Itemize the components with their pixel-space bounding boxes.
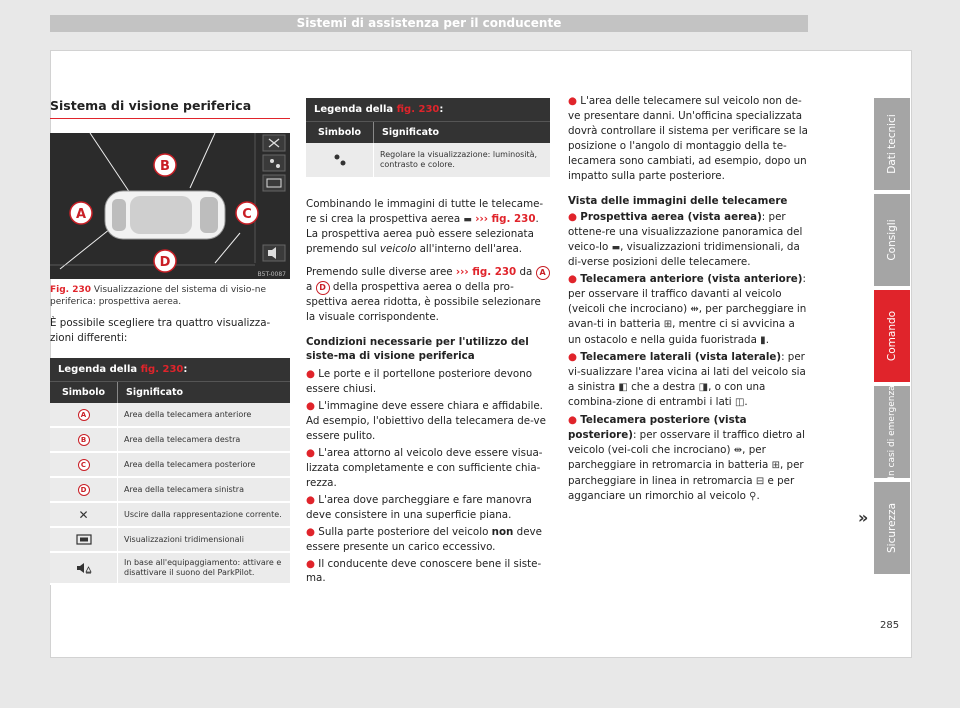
fig-ref: ››› fig. 230 [455,265,517,278]
text: Combinando le immagini di tutte le telecame-re si crea la prospettiva aerea [306,198,544,225]
bullet-item: ● L'area attorno al veicolo deve essere visua-lizzata completamente e con sufficiente chia-rezza. [306,447,543,489]
text: della prospettiva aerea o della pro-spettiva aerea ridotta, è possibile selezionare la visuale corrispondente. [306,280,541,323]
col-meaning-header: Significato [126,387,184,399]
bullet-text: Sulla parte posteriore del veicolo [318,525,492,538]
bullet-text: Il conducente deve conoscere bene il siste-ma. [306,557,542,585]
fig-label-c: C [242,207,252,222]
trailer-icon: ⚲ [749,491,757,503]
bullet-text: . [756,490,760,503]
figure-caption [50,285,290,308]
page-number: 285 [880,620,900,631]
bullet-text: L'area delle telecamere sul veicolo non de-ve presentare danni. Un'officina specializzata dovrà controllare il sistema per verificare se la posizione o l'angolo di montaggio della te-lecamera sono cambiati, ad esempio, dopo un impatto sulla parte posteriore. [568,95,808,182]
text: a [306,280,316,293]
table-row [306,143,550,179]
legend-title [50,358,290,381]
row-meaning: Area della telecamera anteriore [124,409,252,419]
row-meaning: Regolare la visualizzazione: luminosità, contrasto e colore. [380,149,538,169]
side-tabs [874,98,910,578]
bullet-text: : per osservare il traffico dietro al veicolo (vei-coli che incrociano) [568,428,805,456]
bullet-text: , o con una combina-zione di entrambi i lati [568,380,766,409]
tab-label: Comando [886,310,898,362]
fig-label-d: D [159,255,171,270]
bullet-text: : per ottene-re una visualizzazione panoramica del veico-lo [568,210,803,253]
table-row [50,503,290,528]
cross-traffic-front-icon: ⇹ [690,303,699,315]
bullet-text: L'immagine deve essere chiara e affidabile. Ad esempio, l'obiettivo della telecamera de-ve essere pulito. [306,400,546,443]
bullet-text: , per parcheggiare in avan-ti in batteria [568,302,807,331]
text: all'interno dell'area. [416,242,523,255]
page-header: Sistemi di assistenza per il conducente [50,15,808,32]
bold-text: Telecamere laterali (vista laterale) [580,351,782,364]
paragraph-areas [306,265,550,325]
figure-code: B5T-0087 [257,271,286,278]
tab-label: Sicurezza [886,502,898,554]
left-side-icon: ◧ [618,381,628,393]
table-row [50,453,290,478]
parallel-parking-icon: ⊟ [755,475,765,487]
bullet-item: ● Il conducente deve conoscere bene il siste-ma. [306,557,542,585]
label-b [154,154,176,176]
bullet-item: ● Telecamere laterali (vista laterale): per vi-sualizzare l'area vicina ai lati del veicolo sia a sinistra ◧ che a destra ◨, o con una combina-zione di entrambi i lati ◫. [568,351,806,409]
sound-icon [76,562,92,574]
camera-views-title: Vista delle immagini delle telecamere [568,194,788,207]
bullet-text: L'area attorno al veicolo deve essere visua-lizzata completamente e con sufficiente chia-rezza. [306,447,543,489]
text: Premendo sulle diverse aree [306,265,456,278]
badge-a: A [536,266,550,280]
bullet-item: ● L'area dove parcheggiare e fare manovra deve consistere in una superficie piana. [306,493,532,521]
text: . La prospettiva aerea può essere selezionata premendo sul [306,212,539,255]
bold-text: Telecamera posteriore (vista posteriore) [568,413,747,441]
bay-parking-rear-icon: ⊞ [771,460,781,472]
legend-title-text: Legenda della [314,104,397,115]
tab-sicurezza[interactable] [874,482,910,574]
badge-b: B [78,434,90,446]
table-row [50,478,290,503]
text: da [516,265,536,278]
bullet-text: che a destra [627,380,699,393]
tab-emergenza[interactable] [874,386,910,478]
row-meaning: Area della telecamera destra [124,434,241,444]
legend-ref: fig. 230 [396,104,440,115]
caption-ref: Fig. 230 [50,285,92,295]
legend-header-row [306,121,550,143]
offroad-icon: ▮ [760,334,766,346]
label-d [154,250,176,272]
brightness-icon [263,155,285,171]
column-middle [306,98,550,586]
car-icon: ▬ [463,214,472,225]
bullet-item: ● L'immagine deve essere chiara e affidabile. Ad esempio, l'obiettivo della telecamera de-ve essere pulito. [306,400,546,443]
legend-table-2 [306,98,550,179]
paragraph-combine [306,197,550,257]
row-meaning: In base all'equipaggiamento: attivare e disattivare il suono del ParkPilot. [124,557,282,578]
section-title: Sistema di visione periferica [50,98,290,119]
bullet-item: ● Prospettiva aerea (vista aerea): per ottene-re una visualizzazione panoramica del veico-lo ▬, visualizzazioni tridimensionali, da di-verse posizioni delle telecamere. [568,210,803,268]
conditions-title: Condizioni necessarie per l'utilizzo del siste-ma di visione periferica [306,335,529,363]
badge-d: D [316,281,330,295]
car-icon: ▬ [611,242,621,253]
bold-text: Prospettiva aerea (vista aerea) [580,210,762,223]
tab-label: In casi di emergenza [887,385,897,479]
bullet-text: e per agganciare un rimorchio al veicolo [568,474,795,503]
legend-title-text: Legenda della [58,364,141,376]
bullet-text: , per parcheggiare in retromarcia in batteria [568,443,772,472]
table-row [50,553,290,585]
bullet-item: ● Telecamera posteriore (vista posteriore): per osservare il traffico dietro al veicolo (vei-coli che incrociano) ⇹, per parcheggiare in retromarcia in batteria ⊞, per parcheggiare in linea in retromarcia ⊟ e per agganciare un rimorchio al veicolo ⚲. [568,413,805,503]
tab-label: Consigli [886,219,898,261]
bullet-text: , per parcheggiare in linea in retromarcia [568,459,804,487]
close-icon [263,135,285,151]
car-top-view [105,191,225,239]
table-row [50,528,290,553]
col-meaning-header: Significato [382,127,440,138]
bay-parking-front-icon: ⊞ [663,319,673,331]
continue-marker: » [858,508,869,527]
caption-text: Visualizzazione del sistema di visio-ne periferica: prospettiva aerea. [50,285,267,307]
legend-colon: : [439,104,444,115]
figure-230 [50,133,290,279]
badge-c: C [78,459,90,471]
bullet-text: : per osservare il traffico davanti al veicolo (veicoli che incrociano) [568,272,806,315]
bullet-item: ● L'area delle telecamere sul veicolo non de-ve presentare danni. Un'officina specializzata dovrà controllare il sistema per verificare se la posizione o l'angolo di montaggio della te-lecamera sono cambiati, ad esempio, dopo un impatto sulla parte posteriore. [568,95,808,182]
bullet-text: , mentre ci si avvicina a un ostacolo e nella guida fuoristrada [568,318,795,346]
column-right [568,94,808,505]
italic-text: veicolo [379,242,417,255]
bullet-item: ● Telecamera anteriore (vista anteriore): per osservare il traffico davanti al veicolo (veicoli che incrociano) ⇹, per parcheggiare in avan-ti in batteria ⊞, mentre ci si avvicina a un ostacolo e nella guida fuoristrada ▮. [568,272,807,346]
fig-label-b: B [160,159,170,174]
column-left [50,98,290,585]
3d-icon [76,534,92,545]
legend-title [306,98,550,121]
right-side-icon: ◨ [698,381,709,393]
close-icon: ✕ [78,507,89,522]
3d-icon [263,175,285,191]
intro-paragraph: È possibile scegliere tra quattro visualizza-zioni differenti: [50,317,271,345]
label-c [236,202,258,224]
bullet-text: . [765,333,769,346]
bullet-text: deve essere presente un carico eccessivo. [306,525,542,553]
tab-label: Dati tecnici [886,114,898,174]
bullet-text: , visualizzazioni tridimensionali, da di-verse posizioni delle telecamere. [568,240,800,268]
bullet-text: : per vi-sualizzare l'area vicina ai lati del veicolo sia a sinistra [568,351,806,393]
bullet-item: ● Sulla parte posteriore del veicolo non deve essere presente un carico eccessivo. [306,525,542,553]
bullet-text: . [744,396,748,409]
cross-traffic-rear-icon: ⇹ [733,444,743,456]
legend-colon: : [183,364,188,376]
bullet-text: Le porte e il portellone posteriore devono essere chiusi. [306,368,533,396]
row-meaning: Uscire dalla rappresentazione corrente. [124,509,282,519]
row-meaning: Visualizzazioni tridimensionali [124,534,244,544]
birdseye-view-illustration [50,133,290,279]
bold-text: non [491,525,514,538]
label-a [70,202,92,224]
tab-dati-tecnici[interactable] [874,98,910,190]
badge-a: A [78,409,90,421]
legend-table-1 [50,358,290,585]
table-row [50,403,290,428]
fig-label-a: A [75,207,87,222]
table-row [50,428,290,453]
legend-header-row [50,381,290,403]
brightness-icon [332,153,348,167]
tab-consigli[interactable] [874,194,910,286]
row-meaning: Area della telecamera posteriore [124,459,256,469]
both-sides-icon: ◫ [734,397,745,409]
tab-comando[interactable] [874,290,910,382]
sound-icon [263,245,285,261]
badge-d: D [78,484,90,496]
bullet-item: ● Le porte e il portellone posteriore devono essere chiusi. [306,368,533,396]
col-symbol-header: Simbolo [306,122,374,143]
legend-ref: fig. 230 [140,364,184,376]
fig-ref: ››› fig. 230 [475,212,536,225]
bullet-text: L'area dove parcheggiare e fare manovra deve consistere in una superficie piana. [306,493,532,521]
row-meaning: Area della telecamera sinistra [124,484,244,494]
bold-text: Telecamera anteriore (vista anteriore) [580,272,803,285]
col-symbol-header: Simbolo [50,382,118,403]
